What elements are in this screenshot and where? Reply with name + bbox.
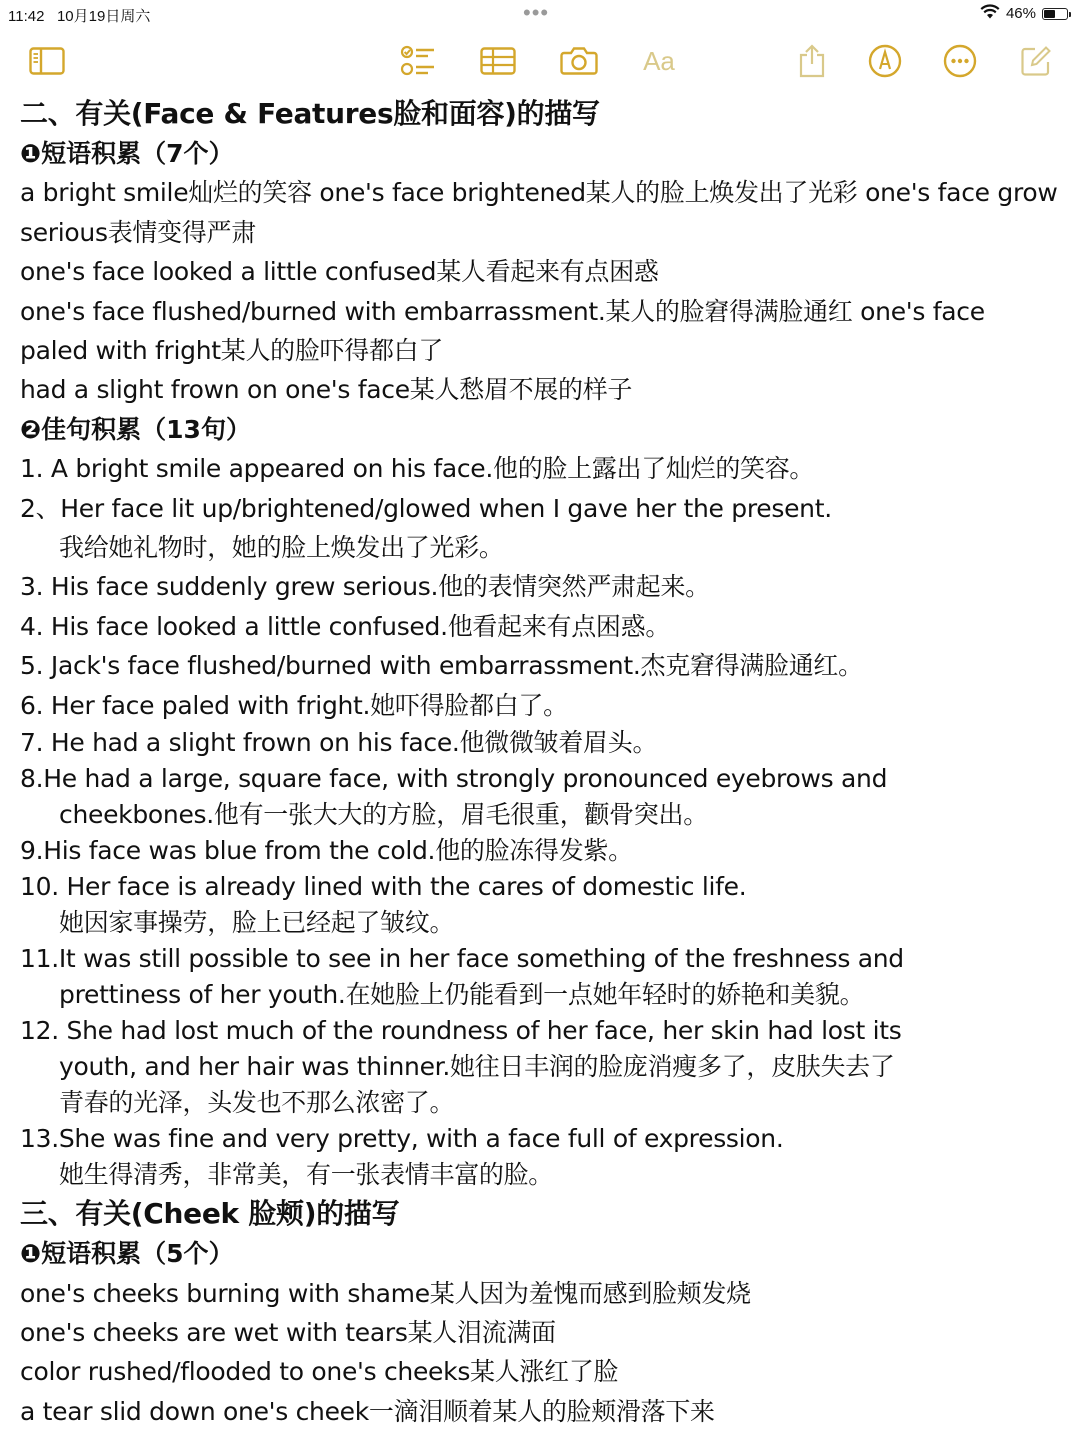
more-button[interactable] [941,42,979,80]
phrase-line: a tear slid down one's cheek一滴泪顺着某人的脸颊滑落下来 [20,1396,715,1426]
phrase-line: color rushed/flooded to one's cheeks某人涨红了脸 [20,1357,619,1387]
phrase-line: one's face looked a little confused某人看起来有点困惑 [20,257,659,287]
sentence-item [20,607,1060,646]
section-2-sentences-title: ❷佳句积累（13句） [20,414,251,444]
note-body[interactable] [20,93,1060,1431]
clock-date: 10月19日周六 [56,8,151,25]
sentence-translation: 青春的光泽，头发也不那么浓密了。 [59,1088,455,1118]
sentence-translation: prettiness of her youth.在她脸上仍能看到一点她年轻时的娇艳和美貌。 [59,980,865,1010]
sentence-line: 3. His face suddenly grew serious.他的表情突然严肃起来。 [20,572,710,602]
sentence-line: 8.He had a large, square face, with strongly pronounced eyebrows and [20,764,888,794]
battery-percent: 46% [1005,5,1036,22]
sentence-item [20,725,1060,761]
section-2-heading: 二、有关(Face & Features脸和面容)的描写 [20,97,600,130]
status-bar [0,0,1080,28]
sentence-line: 4. His face looked a little confused.他看起来有点困惑。 [20,611,671,641]
format-text-icon: Aa [643,45,675,76]
sentence-translation: cheekbones.他有一张大大的方脸，眉毛很重，颧骨突出。 [59,800,708,830]
compose-icon [1020,45,1052,77]
status-right [980,4,1068,23]
phrase-line: one's cheeks are wet with tears某人泪流满面 [20,1317,556,1347]
sentence-translation: 我给她礼物时，她的脸上焕发出了光彩。 [59,533,504,563]
sentence-item [20,761,1060,833]
table-button[interactable] [479,42,517,80]
markup-pen-icon [868,44,902,78]
sentence-translation: youth, and her hair was thinner.她往日丰润的脸庞消瘦多了，皮肤失去了 [59,1052,895,1082]
sentence-item [20,449,1060,488]
multitasking-dots-icon[interactable]: ••• [523,0,550,25]
sentence-item [20,489,1060,568]
sentence-line: 13.She was fine and very pretty, with a face full of expression. [20,1124,784,1154]
sentence-line: 12. She had lost much of the roundness of her face, her skin had lost its [20,1016,902,1046]
camera-button[interactable] [560,42,598,80]
phrase-line: had a slight frown on one's face某人愁眉不展的样子 [20,375,633,405]
sentence-item [20,833,1060,869]
phrase-line: a bright smile灿烂的笑容 one's face brightened某人的脸上焕发出了光彩 one's face grow serious表情变得严肃 [20,178,1058,247]
sentence-translation: 她因家事操劳，脸上已经起了皱纹。 [59,908,455,938]
sentence-line: 1. A bright smile appeared on his face.他的脸上露出了灿烂的笑容。 [20,454,815,484]
sentence-line: 6. Her face paled with fright.她吓得脸都白了。 [20,690,568,720]
sentence-line: 10. Her face is already lined with the cares of domestic life. [20,872,747,902]
phrase-line: one's cheeks burning with shame某人因为羞愧而感到脸颊发烧 [20,1278,751,1308]
clock-time: 11:42 [8,8,45,25]
format-text-button [640,42,678,80]
checklist-button[interactable] [399,42,437,80]
status-time [8,5,150,26]
sentence-item [20,869,1060,941]
sentence-line: 5. Jack's face flushed/burned with embarrassment.杰克窘得满脸通红。 [20,651,863,681]
sentence-line: 11.It was still possible to see in her face something of the freshness and [20,944,904,974]
notes-toolbar [0,38,1080,84]
sidebar-toggle-button[interactable] [28,42,66,80]
compose-button [1017,42,1055,80]
share-icon [797,44,827,78]
markup-button[interactable] [866,42,904,80]
share-button [793,42,831,80]
sentence-item [20,941,1060,1013]
camera-icon [560,46,598,76]
sentence-line: 7. He had a slight frown on his face.他微微皱着眉头。 [20,728,658,758]
table-icon [480,47,516,75]
wifi-icon [980,4,1000,23]
sentence-translation: 她生得清秀，非常美，有一张表情丰富的脸。 [59,1160,554,1190]
section-2-phrases-title: ❶短语积累（7个） [20,139,234,168]
section-3-heading: 三、有关(Cheek 脸颊)的描写 [20,1197,400,1231]
battery-level-fill [1044,10,1055,18]
sentence-item [20,567,1060,606]
sentence-item [20,646,1060,685]
checklist-icon [400,45,436,77]
more-icon [943,44,977,78]
phrase-line: one's face flushed/burned with embarrassment.某人的脸窘得满脸通红 one's face paled with fright某人的脸吓得都白了 [20,296,985,366]
sentence-line: 9.His face was blue from the cold.他的脸冻得发紫。 [20,836,633,866]
sentence-line: 2、Her face lit up/brightened/glowed when I gave her the present. [20,493,832,523]
sentence-item [20,1121,1060,1193]
sentence-item [20,686,1060,725]
battery-icon [1042,8,1068,20]
sentence-item [20,1013,1060,1121]
section-3-phrases-title: ❶短语积累（5个） [20,1239,234,1269]
sidebar-icon [29,47,65,75]
